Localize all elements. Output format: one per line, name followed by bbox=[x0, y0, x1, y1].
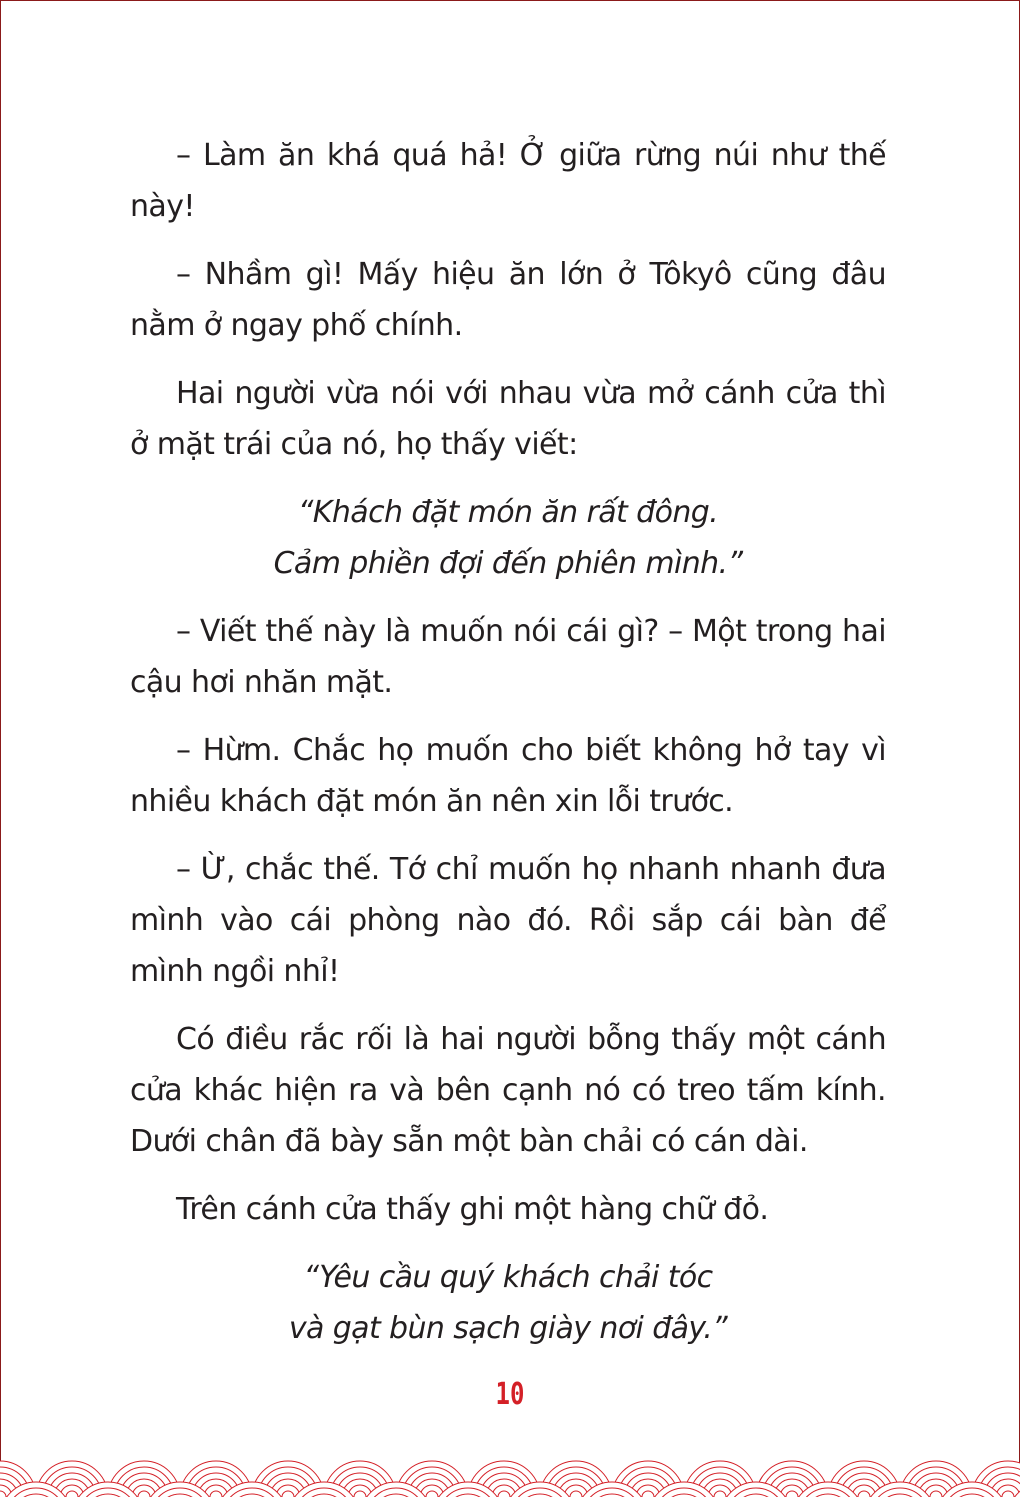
paragraph: Trên cánh cửa thấy ghi một hàng chữ đỏ. bbox=[176, 1192, 769, 1227]
paragraph: Hai người vừa nói với nhau vừa mở cánh cửa thì ở mặt trái của nó, họ thấy viết: bbox=[130, 376, 886, 462]
paragraph: – Làm ăn khá quá hả! Ở giữa rừng núi như thế này! bbox=[130, 138, 886, 224]
page-number: 10 bbox=[495, 1377, 525, 1412]
quote-line: Cảm phiền đợi đến phiên mình.” bbox=[273, 546, 743, 581]
quote-line: “Yêu cầu quý khách chải tóc bbox=[303, 1260, 713, 1295]
paragraph: – Hừm. Chắc họ muốn cho biết không hở tay vì nhiều khách đặt món ăn nên xin lỗi trước. bbox=[130, 733, 886, 819]
quote-line: “Khách đặt món ăn rất đông. bbox=[297, 495, 719, 530]
quote-line: và gạt bùn sạch giày nơi đây.” bbox=[288, 1311, 728, 1346]
sign-quote bbox=[130, 487, 886, 589]
paragraph: – Viết thế này là muốn nói cái gì? – Một trong hai cậu hơi nhăn mặt. bbox=[130, 614, 886, 700]
paragraph: – Nhầm gì! Mấy hiệu ăn lớn ở Tôkyô cũng đâu nằm ở ngay phố chính. bbox=[130, 257, 886, 343]
sign-quote bbox=[130, 1252, 886, 1354]
paragraph: Có điều rắc rối là hai người bỗng thấy một cánh cửa khác hiện ra và bên cạnh nó có treo tấm kính. Dưới chân đã bày sẵn một bàn chải có cán dài. bbox=[130, 1022, 886, 1159]
wave-pattern-icon bbox=[0, 1438, 1020, 1497]
story-text bbox=[130, 130, 886, 1371]
paragraph: – Ừ, chắc thế. Tớ chỉ muốn họ nhanh nhanh đưa mình vào cái phòng nào đó. Rồi sắp cái bàn để mình ngồi nhỉ! bbox=[130, 852, 886, 989]
decorative-wave-border bbox=[0, 1438, 1020, 1497]
